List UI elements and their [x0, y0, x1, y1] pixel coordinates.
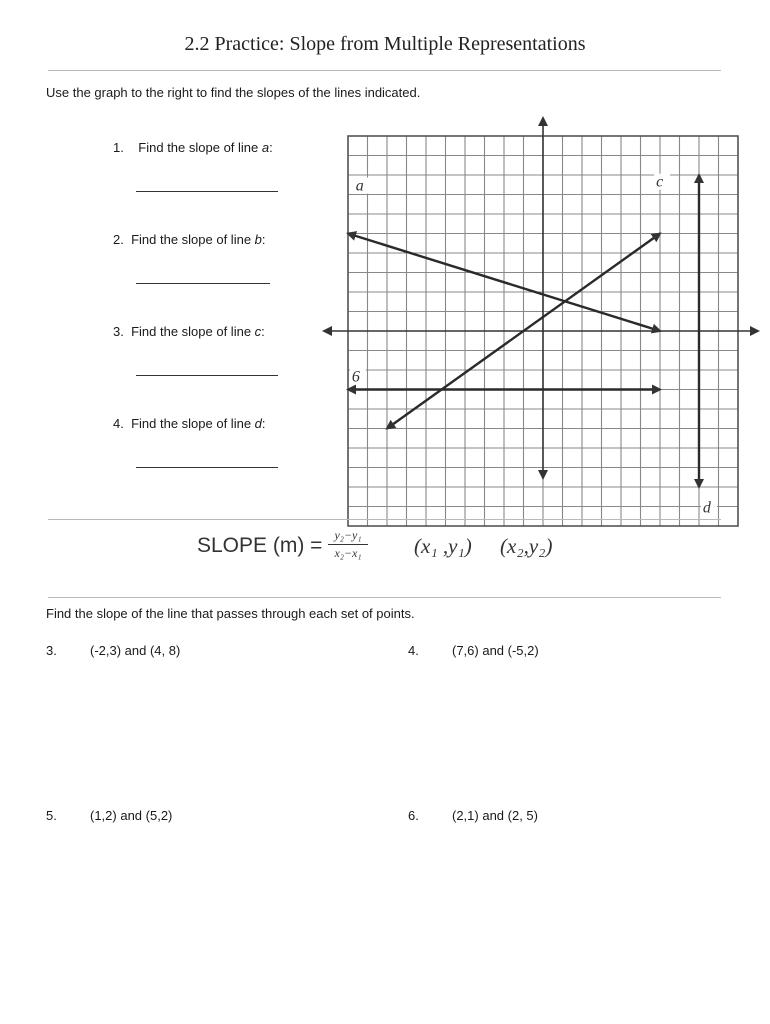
line-labels [350, 174, 717, 517]
points-instruction: Find the slope of the line that passes through each set of points. [46, 606, 415, 621]
question-number: 1. [113, 140, 124, 155]
line-name: d [254, 416, 262, 431]
answer-blank-4[interactable] [136, 467, 278, 468]
line-label-a: a [355, 177, 364, 195]
formula-denominator: x₂−x₁ [334, 546, 362, 560]
point-2: (x₂,y₂) [500, 534, 553, 558]
problem-5-text: (1,2) and (5,2) [90, 808, 173, 823]
line-label-d: d [702, 499, 711, 517]
answer-blank-2[interactable] [136, 283, 270, 284]
question-suffix: : [261, 324, 265, 339]
question-4 [113, 416, 266, 431]
problem-5-number: 5. [46, 808, 57, 823]
formula-numerator: y₂−y₁ [334, 528, 362, 542]
graph-instruction: Use the graph to the right to find the slopes of the lines indicated. [46, 85, 421, 100]
question-number: 4. [113, 416, 124, 431]
question-2 [113, 232, 266, 247]
axes [324, 118, 758, 478]
point-1: (x₁ ,y₁) [414, 534, 472, 558]
line-name: a [261, 140, 270, 155]
question-1 [113, 140, 273, 155]
slope-formula-label: SLOPE (m) = [197, 534, 323, 557]
coordinate-graph [322, 116, 762, 517]
fraction-bar [328, 544, 368, 545]
divider [48, 597, 721, 598]
problem-4-text: (7,6) and (-5,2) [452, 643, 539, 658]
question-text: Find the slope of line [131, 324, 255, 339]
question-suffix: : [261, 232, 266, 247]
line-label-6: 6 [351, 368, 360, 386]
divider [48, 519, 721, 520]
answer-blank-1[interactable] [136, 191, 278, 192]
problem-3-number: 3. [46, 643, 57, 658]
question-suffix: : [269, 140, 273, 155]
question-number: 3. [113, 324, 124, 339]
line-name: c [254, 324, 262, 339]
answer-blank-3[interactable] [136, 375, 278, 376]
question-number: 2. [113, 232, 124, 247]
line-name: b [254, 232, 262, 247]
line-label-c: c [656, 173, 664, 191]
problem-6-text: (2,1) and (2, 5) [452, 808, 538, 823]
problem-3-text: (-2,3) and (4, 8) [90, 643, 181, 658]
question-3 [113, 324, 265, 339]
question-text: Find the slope of line [138, 140, 262, 155]
problem-6-number: 6. [408, 808, 419, 823]
question-text: Find the slope of line [131, 232, 255, 247]
problem-4-number: 4. [408, 643, 419, 658]
slope-formula-fraction [328, 528, 368, 561]
question-text: Find the slope of line [131, 416, 255, 431]
divider [48, 70, 721, 71]
page-title: 2.2 Practice: Slope from Multiple Representations [184, 33, 586, 55]
question-suffix: : [261, 416, 266, 431]
